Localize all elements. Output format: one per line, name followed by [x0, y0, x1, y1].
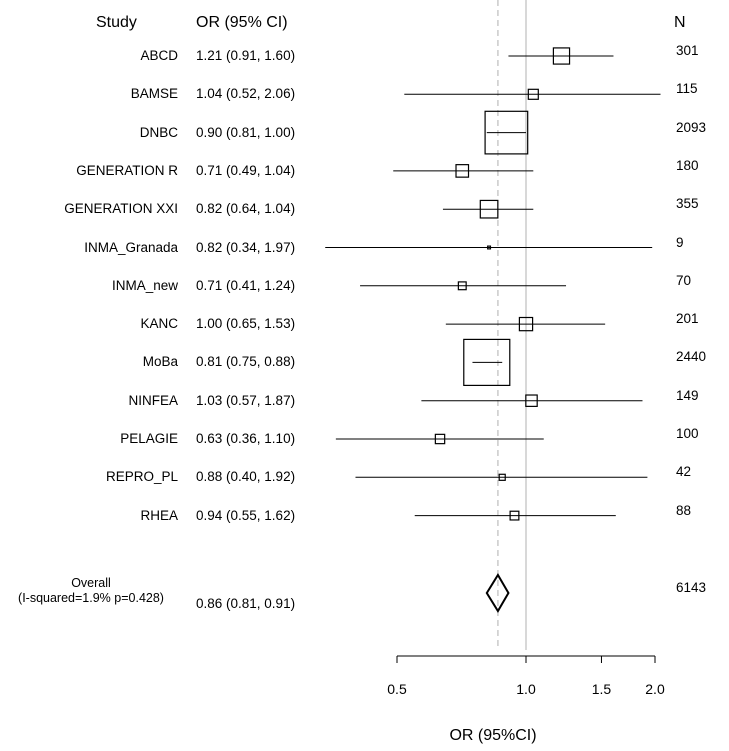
study-n: 180 — [676, 157, 699, 173]
study-or-ci: 0.81 (0.75, 0.88) — [196, 354, 296, 370]
study-name: MoBa — [142, 354, 178, 370]
study-n: 42 — [676, 464, 692, 480]
x-tick-label: 1.5 — [591, 681, 612, 697]
study-or-ci: 0.71 (0.49, 1.04) — [196, 162, 296, 178]
study-name: RHEA — [140, 507, 178, 523]
study-name: GENERATION XXI — [64, 201, 178, 217]
study-name: GENERATION R — [76, 162, 178, 178]
study-or-ci: 0.94 (0.55, 1.62) — [196, 507, 296, 523]
study-n: 115 — [676, 81, 698, 97]
x-tick-label: 1.0 — [516, 681, 536, 697]
study-n: 9 — [676, 234, 684, 250]
header-study: Study — [96, 14, 137, 31]
overall-label-block — [0, 576, 182, 606]
study-or-ci: 1.21 (0.91, 1.60) — [196, 48, 296, 63]
study-or-ci: 0.71 (0.41, 1.24) — [196, 277, 296, 293]
study-n: 2093 — [676, 119, 707, 135]
study-name: ABCD — [140, 48, 178, 63]
study-name: BAMSE — [130, 86, 178, 102]
study-or-ci: 0.82 (0.64, 1.04) — [196, 201, 296, 217]
x-tick-label: 2.0 — [645, 681, 665, 697]
study-n: 149 — [676, 387, 699, 403]
study-name: INMA_new — [111, 277, 178, 293]
study-or-ci: 0.63 (0.36, 1.10) — [196, 431, 296, 446]
study-name: NINFEA — [128, 392, 178, 408]
overall-heterogeneity: (I-squared=1.9% p=0.428) — [18, 591, 164, 605]
study-n: 355 — [676, 196, 699, 212]
study-or-ci: 0.88 (0.40, 1.92) — [196, 469, 296, 485]
header-n: N — [674, 14, 686, 31]
study-or-ci: 1.03 (0.57, 1.87) — [196, 392, 296, 408]
study-n: 70 — [676, 272, 692, 288]
study-n: 100 — [676, 426, 699, 441]
study-name: DNBC — [139, 124, 178, 140]
study-or-ci: 1.00 (0.65, 1.53) — [196, 316, 296, 332]
header-or-ci: OR (95% CI) — [196, 14, 288, 31]
study-name: INMA_Granada — [84, 239, 178, 255]
overall-label: Overall — [71, 576, 111, 590]
overall-n: 6143 — [676, 580, 707, 595]
study-or-ci: 1.04 (0.52, 2.06) — [196, 86, 296, 102]
study-name: PELAGIE — [120, 431, 178, 446]
study-n: 2440 — [676, 349, 707, 365]
study-name: KANC — [140, 316, 178, 332]
study-n: 88 — [676, 502, 692, 518]
x-tick-label: 0.5 — [387, 681, 407, 697]
overall-or-ci: 0.86 (0.81, 0.91) — [196, 596, 296, 611]
study-or-ci: 0.90 (0.81, 1.00) — [196, 124, 296, 140]
study-n: 201 — [676, 311, 699, 327]
study-n: 301 — [676, 43, 699, 58]
study-name: REPRO_PL — [105, 469, 178, 485]
study-or-ci: 0.82 (0.34, 1.97) — [196, 239, 296, 255]
x-axis-label: OR (95%CI) — [449, 727, 537, 744]
